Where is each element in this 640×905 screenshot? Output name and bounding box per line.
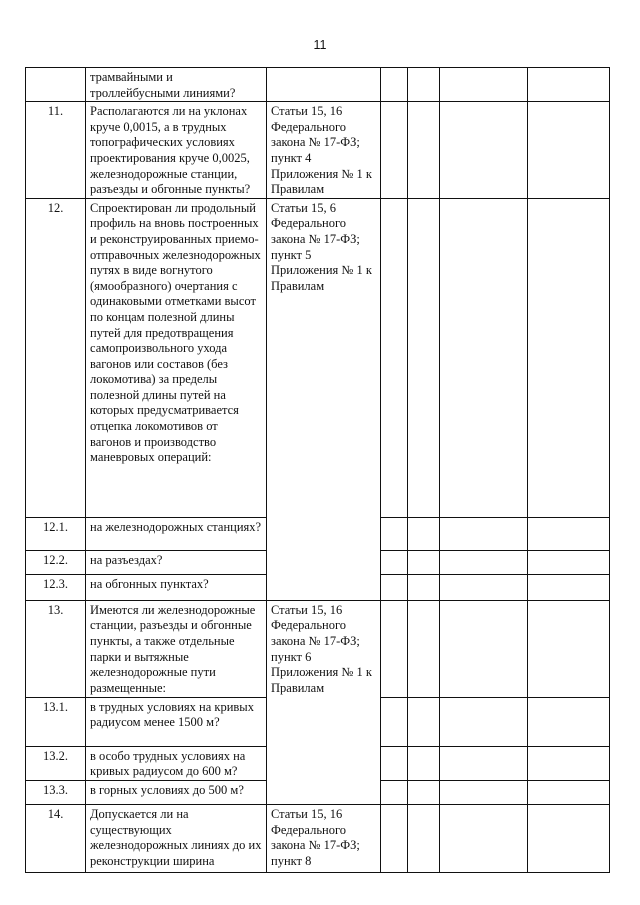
question-cell: в горных условиях до 500 м? (86, 780, 267, 804)
answer-yes-cell[interactable] (381, 746, 408, 780)
answer-no-cell[interactable] (408, 697, 440, 746)
reference-cell: Статьи 15, 16 Федерального закона № 17-ФЗ; пункт 6 Приложения № 1 к Правилам (267, 600, 381, 804)
row-number (26, 68, 86, 102)
question-cell: Спроектирован ли продольный профиль на вновь построенных и реконструированных приемо-отправочных железнодорожных путях в виде вогнутого (ямообразного) очертания с одинаковыми отметками высот по концам полезной длины путей для предотвращения самопроизвольного ухода вагонов или составов (без локомотива) за пределы полезной длины путей на которых предусматривается отцепка локомотивов от вагонов и производство маневровых операций: (86, 198, 267, 517)
answer-yes-cell[interactable] (381, 102, 408, 199)
answer-na-cell[interactable] (440, 198, 528, 517)
answer-na-cell[interactable] (440, 517, 528, 550)
row-number: 13.1. (26, 697, 86, 746)
question-cell: в трудных условиях на кривых радиусом менее 1500 м? (86, 697, 267, 746)
answer-na-cell[interactable] (440, 780, 528, 804)
question-cell: на обгонных пунктах? (86, 574, 267, 600)
note-cell[interactable] (528, 697, 610, 746)
answer-na-cell[interactable] (440, 746, 528, 780)
question-cell: на разъездах? (86, 550, 267, 574)
row-number: 14. (26, 804, 86, 872)
answer-no-cell[interactable] (408, 68, 440, 102)
question-cell: Располагаются ли на уклонах круче 0,0015, а в трудных топографических условиях проектирования круче 0,0025, железнодорожные станции, разъезды и обгонные пункты? (86, 102, 267, 199)
answer-na-cell[interactable] (440, 102, 528, 199)
note-cell[interactable] (528, 746, 610, 780)
answer-no-cell[interactable] (408, 746, 440, 780)
question-cell: Допускается ли на существующих железнодорожных линиях до их реконструкции ширина (86, 804, 267, 872)
answer-yes-cell[interactable] (381, 780, 408, 804)
note-cell[interactable] (528, 574, 610, 600)
note-cell[interactable] (528, 550, 610, 574)
answer-na-cell[interactable] (440, 600, 528, 697)
answer-yes-cell[interactable] (381, 574, 408, 600)
row-number: 12.2. (26, 550, 86, 574)
answer-na-cell[interactable] (440, 68, 528, 102)
table-row (26, 804, 610, 872)
answer-no-cell[interactable] (408, 550, 440, 574)
table-row (26, 198, 610, 517)
row-number: 11. (26, 102, 86, 199)
page-number: 11 (313, 38, 327, 52)
answer-yes-cell[interactable] (381, 600, 408, 697)
answer-no-cell[interactable] (408, 600, 440, 697)
reference-cell: Статьи 15, 6 Федерального закона № 17-ФЗ; пункт 5 Приложения № 1 к Правилам (267, 198, 381, 600)
answer-yes-cell[interactable] (381, 198, 408, 517)
reference-cell: Статьи 15, 16 Федерального закона № 17-ФЗ; пункт 8 (267, 804, 381, 872)
answer-yes-cell[interactable] (381, 550, 408, 574)
answer-na-cell[interactable] (440, 804, 528, 872)
checklist-table (25, 67, 610, 873)
answer-no-cell[interactable] (408, 804, 440, 872)
note-cell[interactable] (528, 102, 610, 199)
question-cell: Имеются ли железнодорожные станции, разъезды и обгонные пункты, а также отдельные парки и вытяжные железнодорожные пути размещенные: (86, 600, 267, 697)
note-cell[interactable] (528, 517, 610, 550)
note-cell[interactable] (528, 780, 610, 804)
answer-na-cell[interactable] (440, 550, 528, 574)
answer-yes-cell[interactable] (381, 804, 408, 872)
question-cell: на железнодорожных станциях? (86, 517, 267, 550)
answer-no-cell[interactable] (408, 574, 440, 600)
table-row (26, 102, 610, 199)
answer-yes-cell[interactable] (381, 697, 408, 746)
row-number: 13. (26, 600, 86, 697)
row-number: 12.1. (26, 517, 86, 550)
reference-cell (267, 68, 381, 102)
note-cell[interactable] (528, 198, 610, 517)
row-number: 12. (26, 198, 86, 517)
row-number: 13.3. (26, 780, 86, 804)
table-row (26, 68, 610, 102)
table-row (26, 600, 610, 697)
question-cell: трамвайными и троллейбусными линиями? (86, 68, 267, 102)
note-cell[interactable] (528, 68, 610, 102)
answer-no-cell[interactable] (408, 517, 440, 550)
note-cell[interactable] (528, 600, 610, 697)
answer-no-cell[interactable] (408, 198, 440, 517)
answer-no-cell[interactable] (408, 102, 440, 199)
answer-na-cell[interactable] (440, 697, 528, 746)
answer-na-cell[interactable] (440, 574, 528, 600)
reference-cell: Статьи 15, 16 Федерального закона № 17-ФЗ; пункт 4 Приложения № 1 к Правилам (267, 102, 381, 199)
row-number: 13.2. (26, 746, 86, 780)
answer-yes-cell[interactable] (381, 517, 408, 550)
row-number: 12.3. (26, 574, 86, 600)
note-cell[interactable] (528, 804, 610, 872)
answer-no-cell[interactable] (408, 780, 440, 804)
question-cell: в особо трудных условиях на кривых радиусом до 600 м? (86, 746, 267, 780)
answer-yes-cell[interactable] (381, 68, 408, 102)
